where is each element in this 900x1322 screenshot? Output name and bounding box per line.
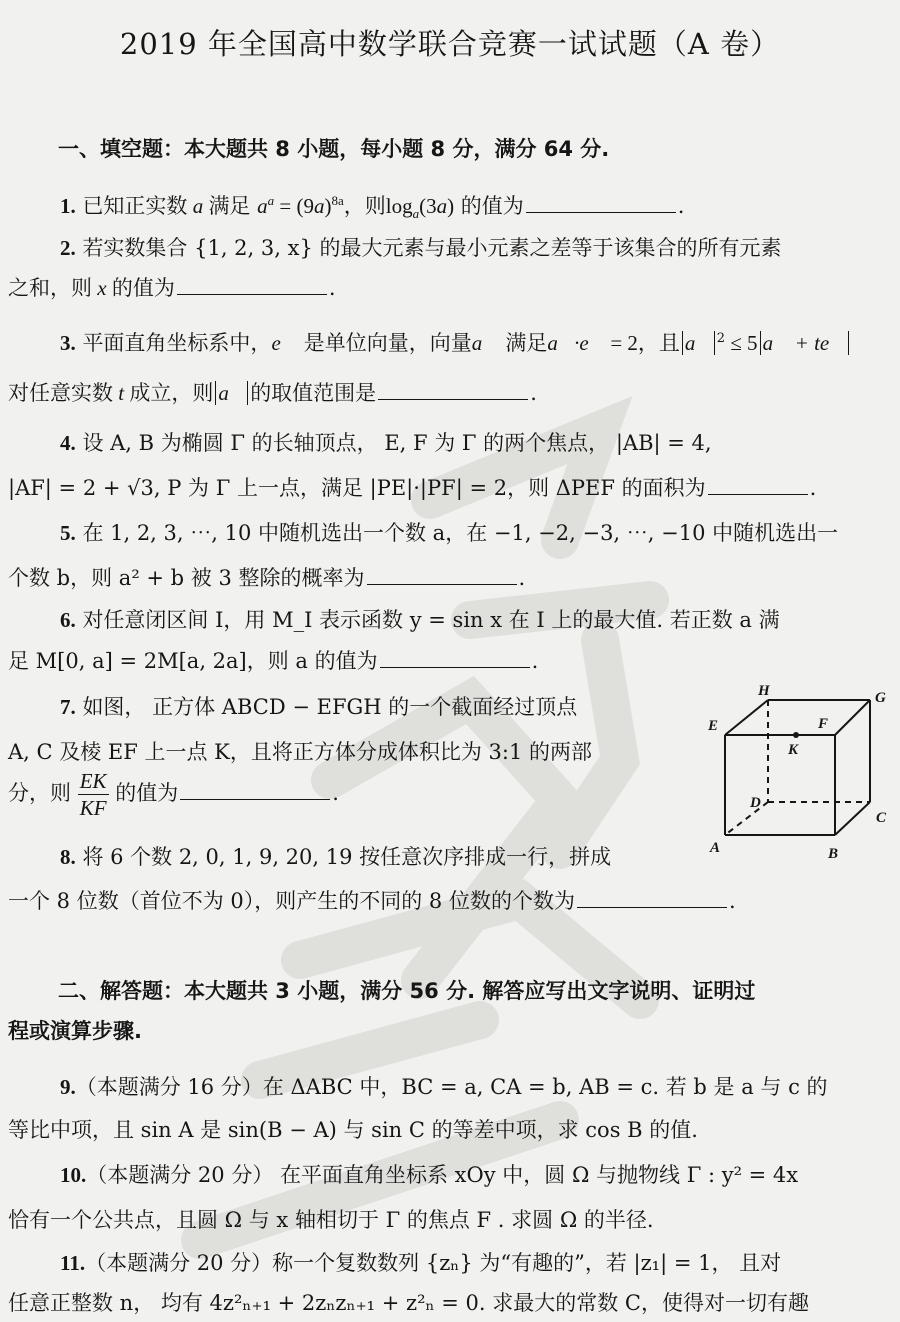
question-3-line-1: 3. 平面直角坐标系中，e⃗ 是单位向量，向量a⃗ 满足a⃗·e⃗ = 2，且 a⃗ $^2$ ≤ 5 a⃗ + te⃗ (60, 324, 892, 358)
question-5-line-1: 5. 在 1, 2, 3, ⋯, 10 中随机选出一个数 a，在 −1, −2, −3, ⋯, −10 中随机选出一 (60, 521, 839, 545)
cube-label-e: E (708, 718, 719, 734)
section-fill-in-heading: 一、填空题：本大题共 8 小题，每小题 8 分，满分 64 分. (58, 137, 610, 161)
question-7-line-2: A, C 及棱 EF 上一点 K，且将正方体分成体积比为 3:1 的两部 (8, 740, 593, 764)
section-solve-heading-cont: 程或演算步骤. (8, 1019, 142, 1043)
answer-blank-7[interactable] (180, 777, 330, 800)
question-6-line-2: 足 M[0, a] = 2M[a, 2a]，则 a 的值为 . (8, 645, 892, 676)
cube-label-b: B (828, 846, 839, 862)
question-6-line-1: 6. 对任意闭区间 I，用 M_I 表示函数 y = sin x 在 I 上的最大值. 若正数 a 满 (60, 608, 780, 632)
cube-label-c: C (876, 810, 887, 826)
question-3-line-2: 对任意实数 t 成立，则 a⃗ 的取值范围是 . (8, 377, 892, 408)
answer-blank-2[interactable] (177, 272, 327, 295)
answer-blank-6[interactable] (380, 645, 530, 668)
answer-blank-3[interactable] (378, 377, 528, 400)
answer-blank-8[interactable] (577, 885, 727, 908)
cube-label-k: K (788, 742, 799, 758)
question-4-line-1: 4. 设 A, B 为椭圆 Γ 的长轴顶点， E, F 为 Γ 的两个焦点， |AB| = 4, (60, 431, 712, 455)
cube-label-a: A (710, 840, 721, 856)
question-7-line-3: 分，则 $\frac{EK}{KF}$ 的值为 . (8, 769, 339, 820)
exam-title: 2019 年全国高中数学联合竞赛一试试题（A 卷） (119, 27, 781, 61)
question-11-line-1: 11.（本题满分 20 分）称一个复数数列 {zₙ} 为“有趣的”，若 |z₁| = 1， 且对 (60, 1251, 782, 1275)
cube-label-d: D (750, 795, 761, 811)
question-8-line-1: 8. 将 6 个数 2, 0, 1, 9, 20, 19 按任意次序排成一行，拼成 (60, 845, 612, 869)
question-7-line-1: 7. 如图， 正方体 ABCD − EFGH 的一个截面经过顶点 (60, 695, 578, 719)
answer-blank-1[interactable] (526, 190, 676, 213)
question-10-line-2: 恰有一个公共点，且圆 Ω 与 x 轴相切于 Γ 的焦点 F . 求圆 Ω 的半径. (8, 1208, 654, 1232)
question-1: 1. 已知正实数 a 满足 $a^a = (9a)^{8a}$，则$\log_a(3a)$ 的值为 . (60, 186, 892, 229)
question-9-line-1: 9.（本题满分 16 分）在 ΔABC 中，BC = a, CA = b, AB = c. 若 b 是 a 与 c 的 (60, 1075, 828, 1099)
question-9-line-2: 等比中项，且 sin A 是 sin(B − A) 与 sin C 的等差中项，求 cos B 的值. (8, 1118, 698, 1142)
question-8-line-2: 一个 8 位数（首位不为 0），则产生的不同的 8 位数的个数为 . (8, 885, 892, 916)
cube-label-f: F (818, 716, 829, 732)
section-solve-heading: 二、解答题：本大题共 3 小题，满分 56 分. 解答应写出文字说明、证明过 (58, 979, 756, 1003)
question-10-line-1: 10.（本题满分 20 分） 在平面直角坐标系 xOy 中，圆 Ω 与抛物线 Γ : y² = 4x (60, 1163, 799, 1187)
question-5-line-2: 个数 b，则 a² + b 被 3 整除的概率为 . (8, 562, 892, 593)
answer-blank-4[interactable] (708, 472, 808, 495)
cube-label-g: G (875, 690, 886, 706)
question-11-line-2: 任意正整数 n， 均有 4z²ₙ₊₁ + 2zₙzₙ₊₁ + z²ₙ = 0. 求最大的常数 C，使得对一切有趣 (8, 1291, 810, 1315)
cube-label-h: H (758, 683, 770, 699)
fraction-ek-kf: $\frac{EK}{KF}$ (79, 769, 107, 820)
question-2-line-1: 2. 若实数集合 {1, 2, 3, x} 的最大元素与最小元素之差等于该集合的所有元素 (60, 236, 782, 260)
answer-blank-5[interactable] (367, 562, 517, 585)
question-4-line-2: |AF| = 2 + √3, P 为 Γ 上一点，满足 |PE|·|PF| = 2，则 ΔPEF 的面积为 . (8, 472, 892, 503)
question-2-line-2: 之和，则 x 的值为 . (8, 272, 892, 303)
